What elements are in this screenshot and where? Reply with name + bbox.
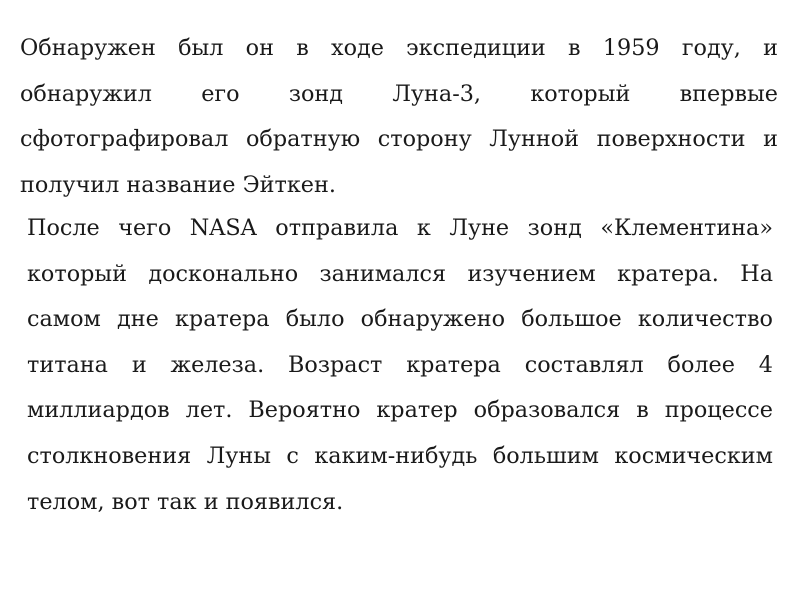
paragraph-discovery: Обнаружен был он в ходе экспедиции в 1959 году, и обнаружил его зонд Луна-3, который впервые сфотографировал обратную сторону Лунной поверхности и получил название Эйткен.	[20, 35, 778, 198]
paragraph-nasa-clementine: После чего NASA отправила к Луне зонд «Клементина» который досконально занимался изучением кратера. На самом дне кратера было обнаружено большое количество титана и железа. Возраст кратера составлял более 4 миллиардов лет. Вероятно кратер образовался в процессе столкновения Луны с каким-нибудь большим космическим телом, вот так и появился.	[27, 215, 773, 515]
